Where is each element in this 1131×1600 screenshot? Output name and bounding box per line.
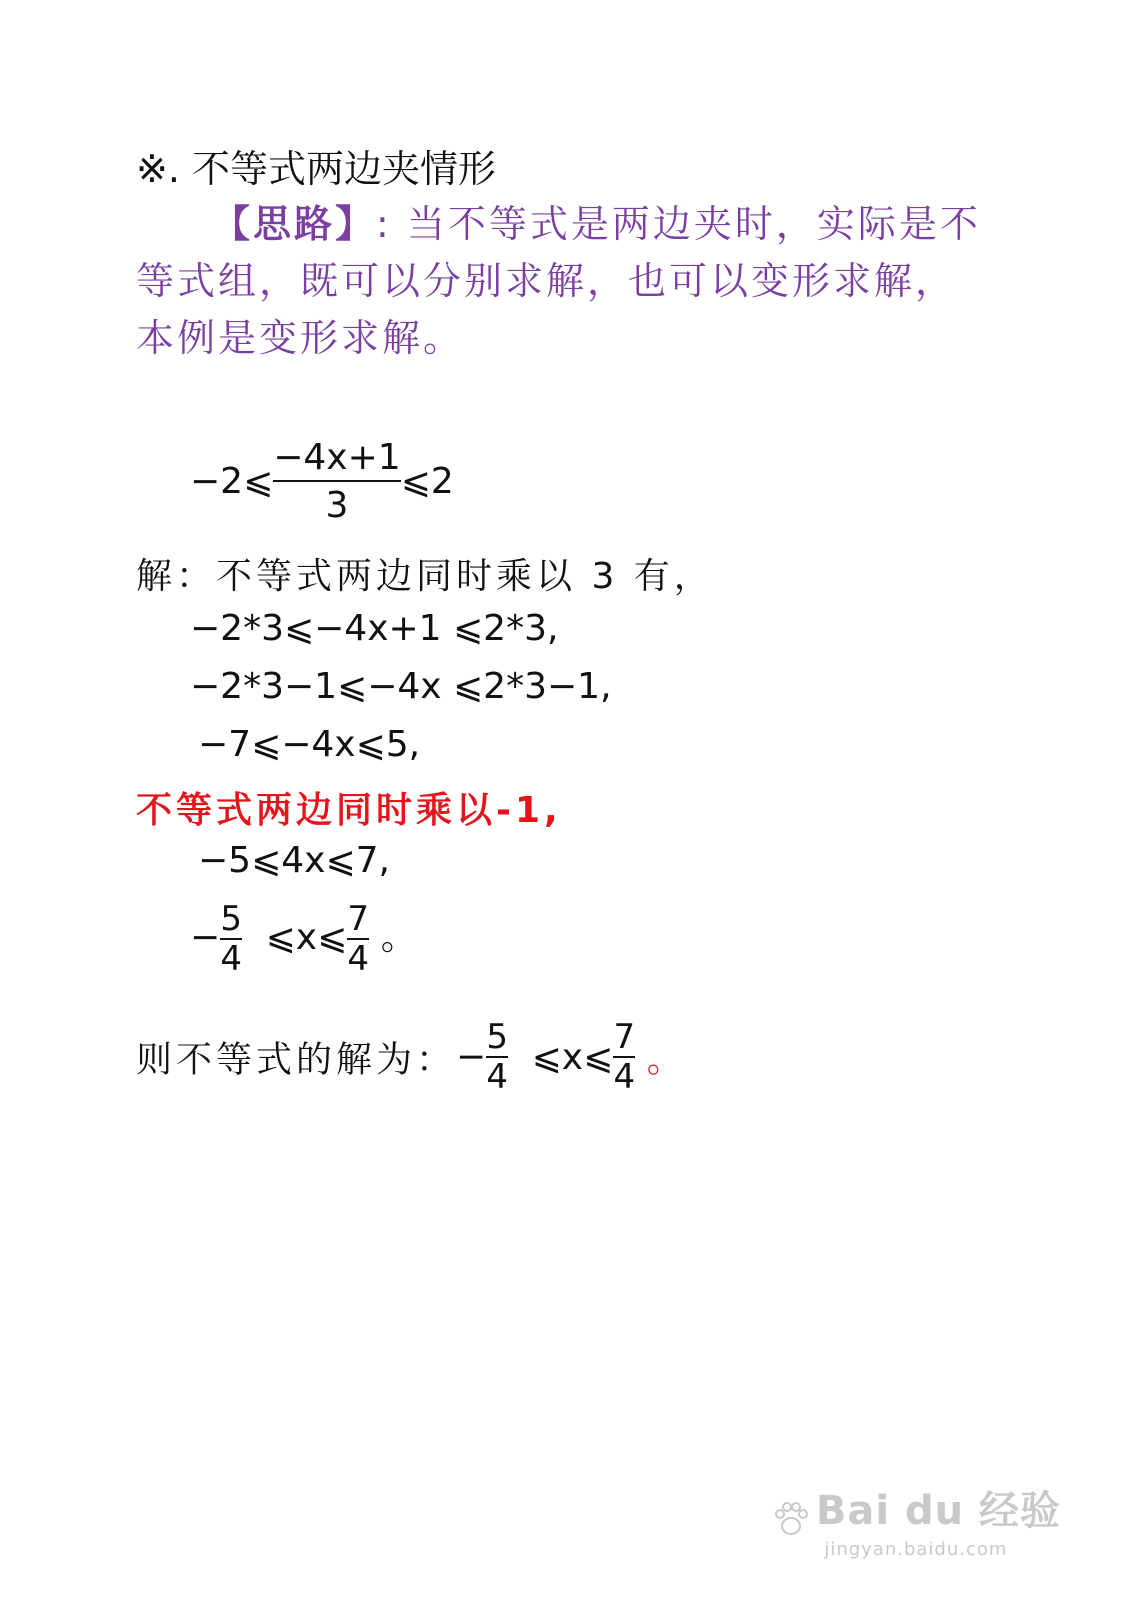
step5-mid: ⩽x⩽ (254, 917, 348, 958)
baidu-watermark (771, 1479, 1061, 1561)
watermark-url: jingyan.baidu.com (824, 1539, 1008, 1560)
step5-neg: − (190, 917, 221, 958)
watermark-brand: Bai du 经验 (815, 1487, 1061, 1534)
conclusion-end: 。 (635, 1039, 683, 1081)
hint-paragraph (136, 196, 986, 367)
problem-right: ⩽2 (400, 461, 454, 502)
hint-text: : 当不等式是两边夹时，实际是不等式组，既可以分别求解，也可以变形求解，本例是变形求解。 (136, 202, 981, 360)
solution-step-3: −7⩽−4x⩽5, (198, 724, 421, 765)
conclusion-num-1: 5 (486, 1017, 508, 1057)
conclusion-num-2: 7 (613, 1017, 636, 1057)
problem-inequality (190, 436, 454, 530)
conclusion (136, 1018, 683, 1096)
watermark-brand-row (771, 1479, 1061, 1540)
section-title: ※. 不等式两边夹情形 (136, 147, 496, 191)
highlight-note: 不等式两边同时乘以-1, (136, 790, 562, 831)
conclusion-prefix: 则不等式的解为： (136, 1039, 457, 1081)
step5-num-2: 7 (347, 899, 370, 939)
solution-intro: 解：不等式两边同时乘以 3 有， (136, 556, 714, 597)
step5-num-1: 5 (220, 899, 242, 939)
conclusion-mid: ⩽x⩽ (520, 1036, 614, 1078)
problem-numerator: −4x+1 (273, 437, 401, 478)
conclusion-fraction-2 (613, 1018, 635, 1096)
step5-end: 。 (369, 917, 417, 958)
problem-fraction (273, 436, 400, 530)
problem-left: −2⩽ (190, 461, 274, 502)
solution-step-1: −2*3⩽−4x+1 ⩽2*3, (190, 608, 559, 649)
conclusion-den-1: 4 (486, 1057, 508, 1097)
problem-denominator: 3 (325, 485, 349, 526)
step5-fraction-1 (220, 900, 242, 978)
conclusion-fraction-1 (486, 1018, 508, 1096)
hint-label: 【思路】 (212, 202, 377, 246)
paw-icon (771, 1499, 811, 1539)
step5-fraction-2 (347, 900, 369, 978)
conclusion-den-2: 4 (613, 1057, 636, 1097)
solution-step-4: −5⩽4x⩽7, (198, 840, 390, 881)
step5-den-1: 4 (220, 939, 242, 979)
conclusion-neg: − (456, 1036, 487, 1078)
solution-step-2: −2*3−1⩽−4x ⩽2*3−1, (190, 666, 612, 707)
solution-step-5 (190, 900, 417, 978)
step5-den-2: 4 (347, 939, 370, 979)
